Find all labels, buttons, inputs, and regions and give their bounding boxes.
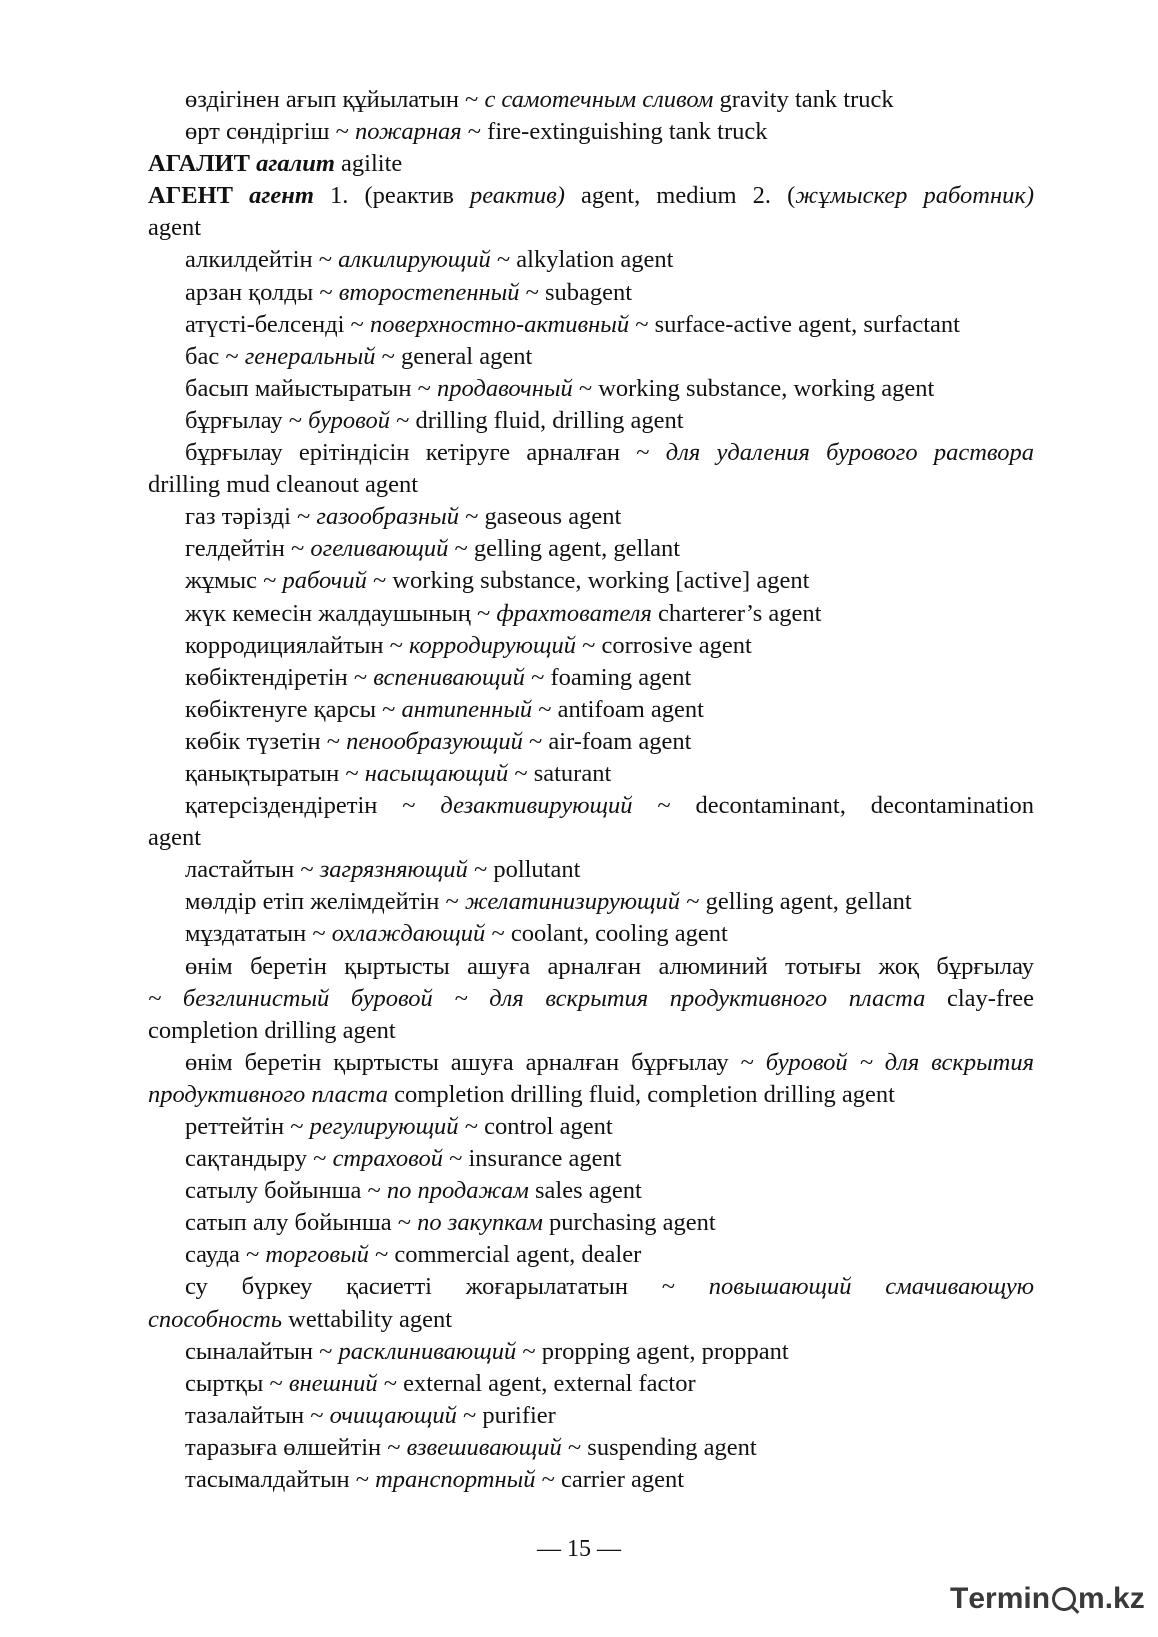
entry-text: ~ control agent [458, 1113, 613, 1140]
russian-term: способность [148, 1305, 283, 1333]
entry-text: ~ suspending agent [561, 1433, 757, 1461]
entry-line [148, 886, 1034, 918]
entry-text: ~ coolant, cooling agent [485, 920, 728, 948]
entry-text: ~ propping agent, proppant [516, 1337, 789, 1365]
russian-term: с самотечным сливом [484, 86, 714, 113]
russian-term: внешний [288, 1369, 378, 1397]
entry-line [148, 1464, 1034, 1496]
entry-text: сыналайтын ~ [185, 1337, 339, 1365]
entry-text: agent, medium 2. ( [564, 182, 796, 210]
entry-text: drilling mud cleanout agent [148, 471, 419, 499]
entry-text: бас ~ [185, 342, 245, 370]
russian-term: торговый [265, 1241, 369, 1269]
entry-line [148, 277, 1034, 309]
entry-line [148, 565, 1034, 597]
entry-text: wettability agent [282, 1305, 453, 1333]
entry-text: ~ gelling agent, gellant [448, 535, 681, 563]
entry-text: completion drilling agent [148, 1016, 396, 1044]
entry-line [148, 598, 1034, 630]
entry-text: таразыға өлшейтін ~ [185, 1433, 407, 1461]
entry-text: реттейтін ~ [185, 1113, 310, 1140]
entry-line [148, 1432, 1034, 1464]
entry-text: ~ working substance, working [active] agent [366, 567, 810, 595]
russian-term: охлаждающий [331, 920, 486, 948]
entry-text: ~ foaming agent [524, 663, 692, 691]
russian-term: транспортный [375, 1466, 536, 1494]
russian-term: рабочий [282, 567, 367, 595]
entry-line [148, 533, 1034, 565]
entry-line [148, 341, 1034, 373]
entry-text: charterer’s agent [651, 599, 822, 627]
entry-line [148, 983, 1034, 1015]
russian-term: для удаления бурового раствора [665, 439, 1034, 467]
entry-text: бұрғылау ерітіндісін кетіруге арналған ~ [185, 439, 666, 467]
entry-text: тазалайтын ~ [185, 1401, 330, 1429]
entry-line [148, 854, 1034, 886]
entry-line [148, 1175, 1034, 1207]
russian-term: корродирующий [409, 631, 576, 659]
entry-text: өрт сөндіргіш ~ [185, 118, 355, 146]
entry-text: completion drilling fluid, completion drilling agent [388, 1080, 895, 1108]
entry-text: ~ pollutant [467, 856, 581, 884]
russian-term: огеливающий [310, 535, 449, 563]
russian-term: по закупкам [417, 1209, 543, 1237]
entry-text: жүк кемесін жалдаушының ~ [185, 599, 497, 627]
entry-line [148, 437, 1034, 469]
entry-line [148, 116, 1034, 148]
entry-text: ~ working substance, working agent [572, 374, 935, 402]
entry-line [148, 84, 1034, 116]
watermark-text-end: m.kz [1078, 1582, 1145, 1615]
russian-term: взвешивающий [406, 1433, 562, 1461]
russian-term: антипенный [401, 695, 533, 723]
entry-line [148, 180, 1034, 212]
entry-text: өздігінен ағып құйылатын ~ [185, 86, 485, 113]
entry-text: ~ decontaminant, decontamination [632, 792, 1034, 820]
russian-term: вспенивающий [373, 663, 525, 691]
entry-text: гелдейтін ~ [185, 535, 311, 563]
entry-text: ~ external agent, external factor [377, 1369, 696, 1397]
headword: агалит [256, 150, 335, 178]
russian-term: по продажам [386, 1177, 529, 1205]
entry-line [148, 1336, 1034, 1368]
entry-line [148, 309, 1034, 341]
entry-text: agilite [334, 150, 403, 178]
entry-text: арзан қолды ~ [185, 278, 339, 306]
russian-term: пожарная [355, 118, 462, 146]
entry-text: көбіктендіретін ~ [185, 663, 374, 691]
russian-term: продавочный [437, 374, 573, 402]
entry-line [148, 1047, 1034, 1079]
entry-line [148, 694, 1034, 726]
entry-line [148, 1368, 1034, 1400]
entry-line [148, 212, 1034, 244]
entry-text: ~ general agent [375, 342, 533, 370]
entry-text: сыртқы ~ [185, 1369, 289, 1397]
entry-text: purchasing agent [542, 1209, 716, 1237]
entry-text: ластайтын ~ [185, 856, 320, 884]
russian-term: загрязняющий [319, 856, 468, 884]
entry-text: ~ alkylation agent [490, 246, 674, 274]
headword: агент [249, 182, 314, 210]
entry-text: қатерсіздендіретін ~ [185, 792, 441, 820]
russian-term: насыщающий [364, 759, 509, 787]
entry-line [148, 758, 1034, 790]
entry-text: ~ air-foam agent [522, 727, 692, 755]
entry-text [907, 182, 923, 209]
russian-term: поверхностно-активный [369, 310, 630, 338]
entry-text: сатып алу бойынша ~ [185, 1209, 418, 1237]
watermark-letter: T [950, 1582, 969, 1615]
russian-term: продуктивного пласта [148, 1080, 389, 1108]
entry-text: басып майыстыратын ~ [185, 374, 438, 402]
russian-term: повышающий смачивающую [708, 1273, 1034, 1301]
entry-line [148, 405, 1034, 437]
site-watermark [950, 1582, 1145, 1616]
russian-term: работник) [923, 182, 1034, 210]
entry-line [148, 662, 1034, 694]
entry-line [148, 822, 1034, 854]
entry-text: ~ purifier [456, 1401, 556, 1429]
entry-text: мұздататын ~ [185, 920, 332, 948]
entry-text: көбік түзетін ~ [185, 727, 347, 755]
dictionary-entries [148, 84, 1034, 1496]
entry-text: атүсті-белсенді ~ [185, 310, 370, 338]
entry-text: clay-free [925, 984, 1034, 1012]
russian-term: ~ безглинистый буровой ~ для вскрытия продуктивного пласта [148, 984, 926, 1012]
entry-line [148, 1079, 1034, 1111]
entry-line [148, 1111, 1034, 1143]
russian-term: газообразный [316, 503, 459, 531]
entry-text: сауда ~ [185, 1241, 266, 1269]
entry-text: өнім беретін қыртысты ашуға арналған бұрғылау ~ [185, 1048, 766, 1076]
entry-line [148, 373, 1034, 405]
entry-text: ~ saturant [508, 759, 612, 787]
entry-line [148, 244, 1034, 276]
entry-line [148, 1304, 1034, 1336]
entry-line [148, 1015, 1034, 1047]
russian-term: регулирующий [309, 1113, 459, 1140]
entry-text: бұрғылау ~ [185, 406, 309, 434]
entry-line [148, 951, 1034, 983]
entry-text: ~ fire-extinguishing tank truck [461, 118, 768, 146]
entry-text: ~ gelling agent, gellant [680, 888, 912, 916]
entry-text: ~ insurance agent [442, 1145, 622, 1173]
headword: АГЕНТ [148, 182, 250, 210]
entry-text: сақтандыру ~ [185, 1145, 333, 1173]
entry-text: ~ gaseous agent [459, 503, 622, 531]
russian-term: алкилирующий [338, 246, 491, 274]
entry-text: қанықтыратын ~ [185, 759, 365, 787]
entry-line [148, 1207, 1034, 1239]
russian-term: расклинивающий [338, 1337, 517, 1365]
entry-line [148, 1400, 1034, 1432]
entry-text: sales agent [528, 1177, 642, 1205]
entry-line [148, 469, 1034, 501]
russian-term: дезактивирующий [440, 792, 633, 820]
entry-text: agent [148, 824, 202, 852]
entry-text: ~ surface-active agent, surfactant [629, 310, 960, 338]
entry-line [148, 918, 1034, 950]
entry-text: корродициялайтын ~ [185, 631, 410, 659]
russian-term: жұмыскер [795, 182, 908, 210]
russian-term: буровой [308, 406, 390, 434]
russian-term: желатинизирующий [464, 888, 681, 916]
entry-text: ~ drilling fluid, drilling agent [389, 406, 684, 434]
entry-line [148, 1239, 1034, 1271]
entry-line [148, 501, 1034, 533]
russian-term: реактив) [470, 182, 565, 210]
russian-term: второстепенный [338, 278, 520, 306]
entry-text: agent [148, 214, 202, 242]
entry-text: су бүркеу қасиетті жоғарылататын ~ [185, 1273, 709, 1301]
entry-line [148, 790, 1034, 822]
watermark-text-start: ermin [968, 1582, 1051, 1615]
entry-line [148, 1143, 1034, 1175]
entry-text: мөлдір етіп желімдейтін ~ [185, 888, 465, 916]
entry-line [148, 630, 1034, 662]
russian-term: пенообразующий [346, 727, 523, 755]
entry-line [148, 726, 1034, 758]
russian-term: страховой [332, 1145, 443, 1173]
entry-text: ~ antifoam agent [532, 695, 704, 723]
entry-text: өнім беретін қыртысты ашуға арналған алюминий тотығы жоқ бұрғылау [185, 952, 1034, 980]
entry-text: сатылу бойынша ~ [185, 1177, 387, 1205]
russian-term: генеральный [244, 342, 376, 370]
entry-text: алкилдейтін ~ [185, 246, 339, 274]
russian-term: очищающий [329, 1401, 457, 1429]
entry-text: ~ subagent [519, 278, 633, 306]
page-number: — 15 — [537, 1536, 621, 1562]
entry-text: gravity tank truck [713, 86, 894, 113]
entry-line [148, 148, 1034, 180]
entry-text: газ тәрізді ~ [185, 503, 317, 531]
entry-text: ~ carrier agent [535, 1466, 685, 1494]
russian-term: буровой ~ для вскрытия [765, 1048, 1034, 1076]
entry-text: жұмыс ~ [185, 567, 283, 595]
russian-term: фрахтователя [496, 599, 652, 627]
entry-text: ~ corrosive agent [575, 631, 752, 659]
entry-text: тасымалдайтын ~ [185, 1466, 376, 1494]
magnifier-icon [1052, 1587, 1076, 1611]
entry-text: ~ commercial agent, dealer [368, 1241, 642, 1269]
entry-text: көбіктенуге қарсы ~ [185, 695, 402, 723]
entry-line [148, 1271, 1034, 1303]
entry-text: 1. (реактив [313, 182, 470, 210]
headword: АГАЛИТ [148, 150, 257, 178]
